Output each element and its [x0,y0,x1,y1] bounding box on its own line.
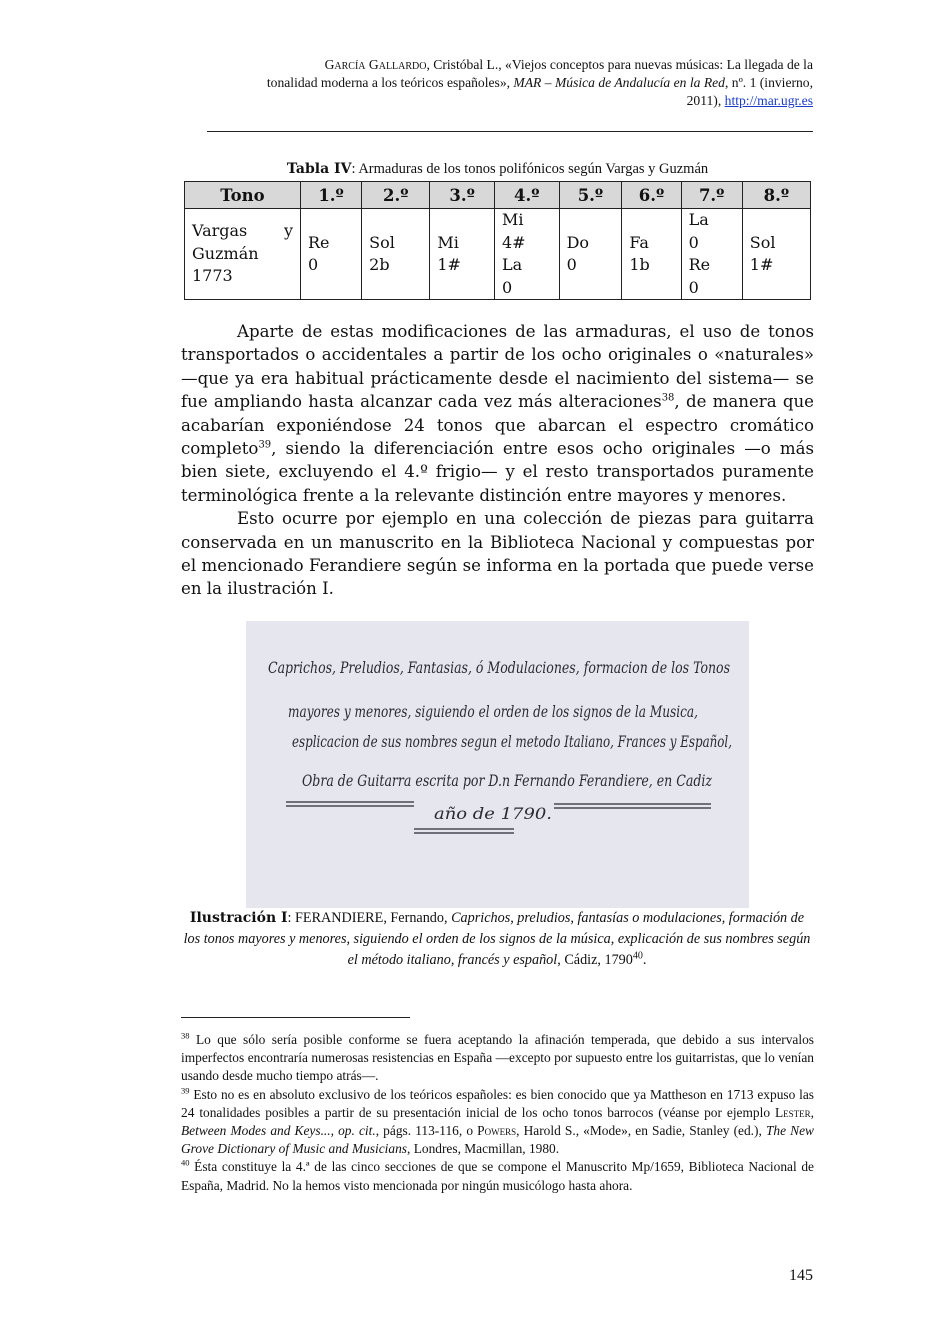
header-url-link[interactable]: http://mar.ugr.es [724,93,813,108]
running-header [190,56,813,110]
row-label-year: 1773 [192,266,233,286]
footnote-author: Powers [477,1123,517,1139]
row-label-vargas: Vargas [192,221,248,241]
caption-title: Caprichos, preludios, fantasías o modulaciones, formación de los tonos mayores y menores, siguiendo el orden de los signos de la música, explicación de sus nombres según el método italiano, francés y español [183,910,811,968]
footnote-number: 39 [181,1085,190,1096]
header-rule [207,131,813,132]
paragraph-text: Aparte de estas modificaciones de las armaduras, el uso de tonos transportados o accidentales a partir de los ocho originales o «naturales» —que ya era habitual prácticamente desde el nacimiento del sistema— se fue ampliando hasta alcanzar cada vez más alteraciones [181,322,814,412]
footnote-author: Lester [774,1104,811,1120]
manuscript-image [246,621,749,908]
footnote-38 [181,1031,814,1086]
table-caption [185,161,810,178]
table-cell: Do 0 [559,209,622,300]
table-cell: Re 0 [301,209,362,300]
footnote-text: , págs. 113-116, o [375,1123,478,1139]
paragraph-text: , de manera que acabarían exponiéndose 24 tonos que abarcan el espectro cromático completo [181,392,814,459]
table-header-cell: 6.º [622,182,681,209]
footnote-39 [181,1086,814,1159]
key-signatures-table [184,181,811,300]
footnote-text: , Harold S., «Mode», en Sadie, Stanley (ed.), [516,1123,766,1139]
table-row [185,209,811,300]
table-cell: Sol 1# [742,209,810,300]
caption-place-date: , Cádiz, 1790 [557,952,633,968]
table-header-row [185,182,811,209]
header-author: García Gallardo [324,57,427,72]
footnote-ref-38[interactable]: 38 [661,392,675,404]
caption-author: : FERANDIERE, Fernando, [287,910,452,926]
table-caption-label: Tabla IV [286,161,352,177]
footnote-text: Ésta constituye la 4.ª de las cinco secciones de que se compone el Manuscrito Mp/1659, Biblioteca Nacional de España, Madrid. No la hemos visto mencionada por ningún musicólogo hasta ahora. [181,1159,814,1193]
page-number: 145 [789,1267,813,1284]
footnote-text: Lo que sólo sería posible conforme se fuera aceptando la afinación temperada, que debido a sus intervalos imperfectos encontraría numerosas resistencias en España —excepto por supuesto entre los guitarristas, que lo venían usando desde mucho tiempo atrás—. [181,1032,814,1084]
body-text [181,320,814,601]
paragraph-text: , siendo la diferenciación entre esos ocho originales —o más bien siete, excluyendo el 4.º frigio— y el resto transportados puramente terminológica frente a la relevante distinción entre mayores y menores. [181,439,814,505]
header-line3: 2011), [686,93,725,108]
header-line1: , Cristóbal L., «Viejos conceptos para nuevas músicas: La llegada de la [426,57,813,72]
table-cell: Mi 1# [430,209,495,300]
footnote-text: , [810,1104,814,1120]
footnotes [181,1031,814,1195]
table-cell: Fa 1b [622,209,681,300]
header-line2: tonalidad moderna a los teóricos españoles», [266,75,514,90]
manuscript-line-1: Caprichos, Preludios, Fantasias, ó Modulaciones, formacion de los Tonos [268,658,730,677]
footnote-number: 40 [181,1157,190,1168]
manuscript-line-4: Obra de Guitarra escrita por D.n Fernando Ferandiere, en Cadiz [302,771,713,790]
manuscript-line-5: año de 1790. [434,804,552,823]
footnote-ref-39[interactable]: 39 [258,439,272,451]
footnote-ref-40[interactable]: 40 [632,950,643,962]
row-label-y: y [283,221,293,241]
table-header-cell: 7.º [681,182,742,209]
table-caption-text: : Armaduras de los tonos polifónicos según Vargas y Guzmán [351,161,709,177]
manuscript-illustration [246,621,749,908]
manuscript-line-2: mayores y menores, siguiendo el orden de los signos de la Musica, [288,702,698,721]
illustration-caption-label: Ilustración I [189,910,288,926]
footnote-40 [181,1158,814,1194]
table-header-cell: 8.º [742,182,810,209]
header-journal: MAR – Música de Andalucía en la Red [513,75,725,90]
footnote-title: Between Modes and Keys..., op. cit. [181,1123,376,1139]
illustration-caption [180,908,814,971]
caption-dot: . [642,952,647,968]
footnote-text: , Londres, Macmillan, 1980. [407,1141,560,1157]
paragraph: Esto ocurre por ejemplo en una colección de piezas para guitarra conservada en un manuscrito en la Biblioteca Nacional y compuestas por el mencionado Ferandiere según se informa en la portada que puede verse en la ilustración I. [181,509,814,599]
manuscript-line-3: esplicacion de sus nombres segun el metodo Italiano, Frances y Español, [292,732,732,751]
footnote-text: Esto no es en absoluto exclusivo de los teóricos españoles: es bien conocido que ya Mattheson en 1713 expuso las 24 tonalidades posibles a partir de su presentación inicial de los ocho tonos barrocos (véanse por ejemplo [181,1086,814,1120]
table-cell: Sol 2b [362,209,430,300]
paragraph [181,320,814,507]
footnote-title: The New Grove Dictionary of Music and Musicians [181,1123,814,1157]
table-row-label [185,209,301,300]
table-cell: La 0 Re 0 [681,209,742,300]
table-header-cell: 3.º [430,182,495,209]
table-header-cell: Tono [185,182,301,209]
footnote-rule [181,1017,410,1018]
table-header-cell: 2.º [362,182,430,209]
header-line2b: , nº. 1 (invierno, [724,75,813,90]
table-cell: Mi 4# La 0 [494,209,559,300]
table-header-cell: 1.º [301,182,362,209]
row-label-guzman: Guzmán [192,243,259,263]
table-header-cell: 4.º [494,182,559,209]
table-header-cell: 5.º [559,182,622,209]
footnote-number: 38 [181,1030,190,1041]
